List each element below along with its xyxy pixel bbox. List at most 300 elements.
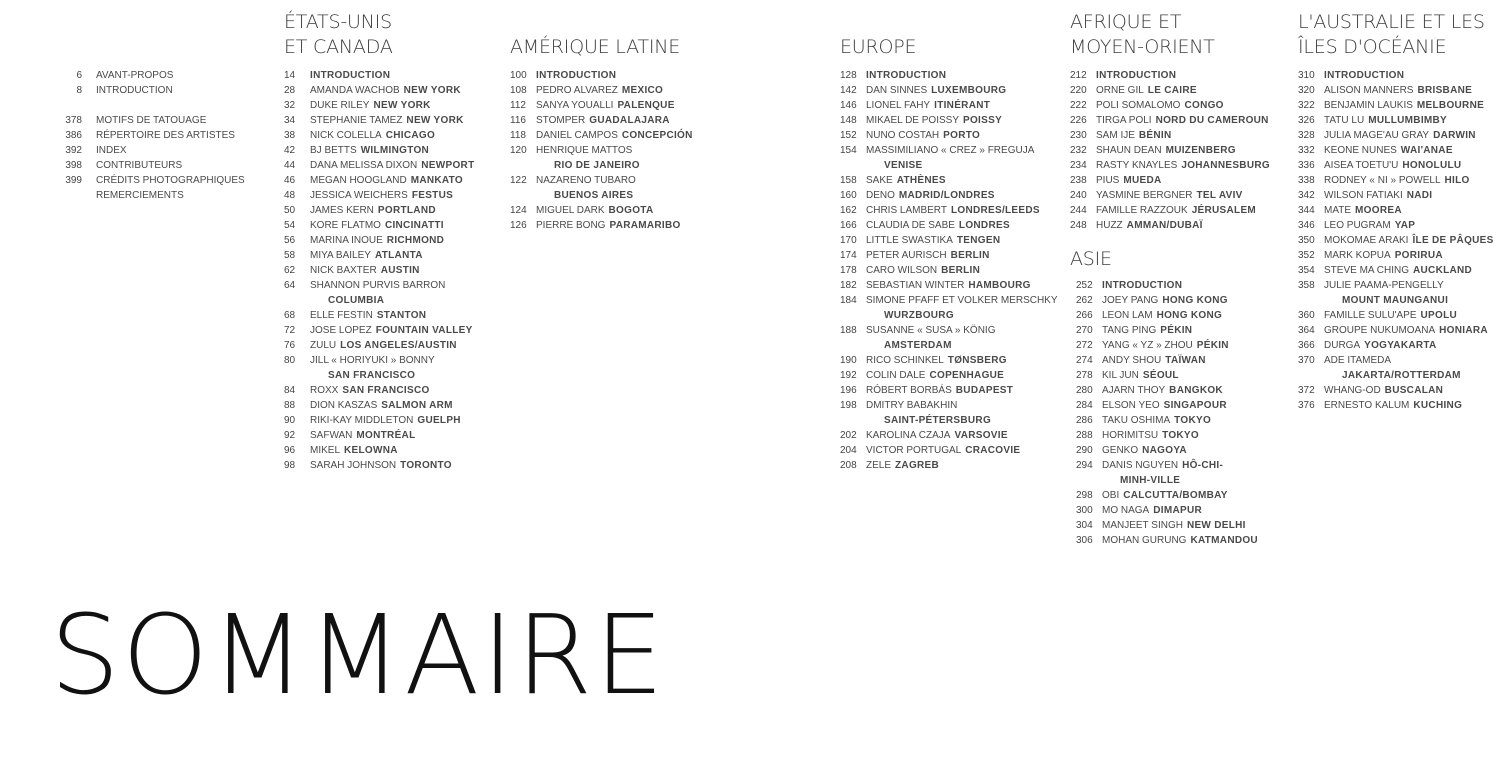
location: KELOWNA (344, 445, 398, 456)
entry-text (1324, 143, 1498, 158)
entry-text (866, 173, 1060, 188)
artist-name: WHANG-OD (1324, 385, 1381, 396)
location: FOUNTAIN VALLEY (375, 325, 473, 336)
artist-name: INTRODUCTION (310, 70, 391, 81)
location: SALMON ARM (381, 400, 453, 411)
page-number: 58 (284, 250, 296, 261)
toc-entry (840, 353, 1060, 368)
toc-entry (284, 323, 499, 338)
location: COPENHAGUE (929, 370, 1005, 381)
entry-text (1324, 173, 1498, 188)
artist-name: CRÉDITS PHOTOGRAPHIQUES (96, 175, 245, 186)
toc-entry (840, 203, 1060, 218)
artist-name: RÓBERT BORBÁS (866, 385, 952, 396)
entry-text (310, 323, 499, 338)
toc-entry (284, 413, 499, 428)
entry-text (1324, 353, 1498, 368)
artist-name: POLI SOMALOMO (1096, 100, 1181, 111)
page-number: 158 (840, 175, 857, 186)
artist-name: LIONEL FAHY (866, 100, 931, 111)
artist-name: JILL « HORIYUKI » BONNY (310, 355, 435, 366)
artist-name: HORIMITSU (1102, 430, 1159, 441)
artist-name: ZELE (866, 460, 892, 471)
entry-text (866, 203, 1060, 218)
location: BOGOTA (608, 205, 654, 216)
artist-name: ADE ITAMEDA (1324, 355, 1392, 366)
page-number: 272 (1076, 340, 1093, 351)
page-number: 54 (284, 220, 296, 231)
toc-entry (840, 308, 1060, 323)
artist-name: JAMES KERN (310, 205, 374, 216)
section-heading-asie (1070, 242, 1285, 272)
entry-text (1102, 533, 1285, 548)
artist-name: PIUS (1096, 175, 1120, 186)
entry-text (866, 323, 1060, 338)
artist-name: CHRIS LAMBERT (866, 205, 947, 216)
artist-name: STEVE MA CHING (1324, 265, 1410, 276)
page-number: 148 (840, 115, 857, 126)
entry-text (1324, 263, 1498, 278)
artist-name: ZULU (310, 340, 337, 351)
artist-name: KEONE NUNES (1324, 145, 1397, 156)
page-number: 178 (840, 265, 857, 276)
location: AMMAN/DUBAÏ (1126, 220, 1203, 231)
artist-name: JULIE PAAMA-PENGELLY (1324, 280, 1444, 291)
artist-name: VICTOR PORTUGAL (866, 445, 962, 456)
entry-text (1102, 413, 1285, 428)
artist-name: WILSON FATIAKI (1324, 190, 1403, 201)
artist-name: RÉPERTOIRE DES ARTISTES (96, 130, 235, 141)
entry-text (1324, 188, 1498, 203)
toc-entry (1070, 188, 1285, 203)
toc-entry (840, 293, 1060, 308)
front-matter-column (52, 68, 245, 203)
artist-name: SANYA YOUALLI (536, 100, 614, 111)
section-australie-oceanie (1298, 0, 1498, 413)
location: HÔ-CHI- (1182, 460, 1224, 471)
entry-text (310, 203, 499, 218)
toc-entry (840, 368, 1060, 383)
page-number: 326 (1298, 115, 1315, 126)
location: SAN FRANCISCO (342, 385, 430, 396)
location: HONIARA (1439, 325, 1488, 336)
page-number: 34 (284, 115, 296, 126)
entry-text (310, 458, 499, 473)
artist-name: NICK COLELLA (310, 130, 382, 141)
toc-entry (840, 233, 1060, 248)
entry-text (536, 128, 725, 143)
entry-text (96, 173, 245, 188)
entry-text (310, 248, 499, 263)
entry-text (1096, 128, 1285, 143)
front-matter-list (52, 68, 245, 203)
entry-text (536, 98, 725, 113)
toc-entry (284, 188, 499, 203)
toc-entry (510, 203, 725, 218)
toc-entry (1070, 113, 1285, 128)
entry-text (1096, 158, 1285, 173)
toc-entry (1298, 353, 1498, 368)
page-number: 232 (1070, 145, 1087, 156)
page-number: 92 (284, 430, 296, 441)
location: BERLIN (950, 250, 990, 261)
toc-entry (1298, 398, 1498, 413)
page-number: 208 (840, 460, 857, 471)
entry-text (1324, 68, 1498, 83)
entry-text (310, 143, 499, 158)
location: KUCHING (1413, 400, 1463, 411)
entry-text (866, 338, 1060, 353)
toc-entry (1298, 233, 1498, 248)
page-number: 234 (1070, 160, 1087, 171)
location: BRISBANE (1417, 85, 1473, 96)
artist-name: BENJAMIN LAUKIS (1324, 100, 1413, 111)
entry-text (866, 158, 1060, 173)
heading-line: ÎLES D'OCÉANIE (1298, 36, 1447, 58)
toc-entry (840, 443, 1060, 458)
location: CINCINATTI (384, 220, 444, 231)
entry-text (310, 278, 499, 293)
page-number: 230 (1070, 130, 1087, 141)
location: JAKARTA/ROTTERDAM (1342, 370, 1461, 381)
toc-entry (1076, 428, 1285, 443)
artist-name: SAFWAN (310, 430, 353, 441)
page-number: 62 (284, 265, 296, 276)
toc-entry (510, 158, 725, 173)
page-number: 142 (840, 85, 857, 96)
artist-name: DURGA (1324, 340, 1361, 351)
artist-name: INDEX (96, 145, 127, 156)
location: MONTRÉAL (356, 430, 416, 441)
location: BUENOS AIRES (554, 190, 634, 201)
entry-text (866, 383, 1060, 398)
location: BUDAPEST (955, 385, 1014, 396)
location: ATLANTA (374, 250, 423, 261)
artist-name: CARO WILSON (866, 265, 938, 276)
page-title: SOMMAIRE (50, 591, 666, 719)
artist-name: MATE (1324, 205, 1352, 216)
toc-entry (284, 203, 499, 218)
page-number: 196 (840, 385, 857, 396)
section-heading (840, 0, 1060, 60)
location: BANGKOK (1169, 385, 1223, 396)
toc-entry (840, 338, 1060, 353)
toc-entry (1298, 158, 1498, 173)
location: JOHANNESBURG (1181, 160, 1270, 171)
page-number: 170 (840, 235, 857, 246)
toc-entry (284, 353, 499, 368)
page-number: 294 (1076, 460, 1093, 471)
artist-name: COLIN DALE (866, 370, 926, 381)
page-number: 328 (1298, 130, 1315, 141)
toc-entry (52, 83, 245, 98)
page-number: 108 (510, 85, 527, 96)
toc-entry (1076, 473, 1285, 488)
entry-text (1324, 218, 1498, 233)
toc-entry (1076, 323, 1285, 338)
page-number: 270 (1076, 325, 1093, 336)
entry-text (1096, 173, 1285, 188)
artist-name: SIMONE PFAFF ET VOLKER MERSCHKY (866, 295, 1058, 306)
page-number: 126 (510, 220, 527, 231)
entry-text (310, 413, 499, 428)
artist-name: PEDRO ALVAREZ (536, 85, 618, 96)
entry-text (310, 233, 499, 248)
toc-entry (1298, 323, 1498, 338)
toc-entry (840, 263, 1060, 278)
page-number: 46 (284, 175, 296, 186)
entry-text (1096, 188, 1285, 203)
heading-line: ÉTATS-UNIS (284, 11, 392, 33)
artist-name: LEON LAM (1102, 310, 1153, 321)
page-number: 266 (1076, 310, 1093, 321)
artist-name: TAKU OSHIMA (1102, 415, 1171, 426)
page-number: 288 (1076, 430, 1093, 441)
entry-text (1324, 83, 1498, 98)
entry-text (96, 158, 245, 173)
entry-text (310, 353, 499, 368)
page-number: 90 (284, 415, 296, 426)
artist-name: STEPHANIE TAMEZ (310, 115, 403, 126)
toc-entry (1070, 158, 1285, 173)
artist-name: AMANDA WACHOB (310, 85, 400, 96)
entry-text (866, 248, 1060, 263)
location: TAÏWAN (1165, 355, 1206, 366)
page-number: 48 (284, 190, 296, 201)
page-number: 338 (1298, 175, 1315, 186)
artist-name: SHAUN DEAN (1096, 145, 1162, 156)
location: HILO (1444, 175, 1470, 186)
location: CONGO (1184, 100, 1224, 111)
page-number: 358 (1298, 280, 1315, 291)
entry-text (310, 113, 499, 128)
page-number: 50 (284, 205, 296, 216)
location: SAN FRANCISCO (328, 370, 416, 381)
location: MULLUMBIMBY (1368, 115, 1448, 126)
location: CRACOVIE (965, 445, 1021, 456)
toc-entry (52, 158, 245, 173)
location: CONCEPCIÓN (621, 130, 693, 141)
toc-entry (1070, 128, 1285, 143)
artist-name: YASMINE BERGNER (1096, 190, 1193, 201)
toc-entry (1076, 443, 1285, 458)
location: TENGEN (956, 235, 1001, 246)
location: TØNSBERG (947, 355, 1007, 366)
toc-entry (1076, 398, 1285, 413)
location: PALENQUE (617, 100, 675, 111)
page-number: 160 (840, 190, 857, 201)
page-number: 354 (1298, 265, 1315, 276)
toc-entry (284, 338, 499, 353)
entry-text (1324, 113, 1498, 128)
toc-entry (284, 128, 499, 143)
location: PORTLAND (377, 205, 436, 216)
entry-text (1324, 128, 1498, 143)
toc-entry (840, 413, 1060, 428)
toc-entry (284, 368, 499, 383)
location: MOOREA (1355, 205, 1402, 216)
page-number: 399 (65, 175, 82, 186)
entry-text (310, 83, 499, 98)
entry-text (310, 338, 499, 353)
page-number: 252 (1076, 280, 1093, 291)
entry-text (1102, 428, 1285, 443)
page-number: 300 (1076, 505, 1093, 516)
location: MADRID/LONDRES (898, 190, 995, 201)
location: PORIRUA (1394, 250, 1443, 261)
location: RIO DE JANEIRO (554, 160, 640, 171)
artist-name: DMITRY BABAKHIN (866, 400, 958, 411)
location: TOKYO (1174, 415, 1212, 426)
artist-name: ROXX (310, 385, 339, 396)
toc-entry (284, 248, 499, 263)
page-number: 6 (76, 70, 82, 81)
page-number: 96 (284, 445, 296, 456)
artist-name: DENO (866, 190, 895, 201)
page-number: 212 (1070, 70, 1087, 81)
toc-entry (52, 188, 245, 203)
artist-name: ELLE FESTIN (310, 310, 373, 321)
toc-entry (1070, 83, 1285, 98)
page-number: 320 (1298, 85, 1315, 96)
location: SINGAPOUR (1163, 400, 1227, 411)
page-number: 120 (510, 145, 527, 156)
toc-entry (1298, 338, 1498, 353)
location: UPOLU (1420, 310, 1457, 321)
entry-text (310, 128, 499, 143)
entry-text (310, 263, 499, 278)
artist-name: MEGAN HOOGLAND (310, 175, 407, 186)
location: MOUNT MAUNGANUI (1342, 295, 1449, 306)
entry-text (536, 203, 725, 218)
toc-entry (840, 68, 1060, 83)
toc-entry (284, 158, 499, 173)
artist-name: AISEA TOETU'U (1324, 160, 1399, 171)
heading-line: MOYEN-ORIENT (1070, 36, 1215, 58)
location: MINH-VILLE (1120, 475, 1181, 486)
entry-text (310, 158, 499, 173)
page-number: 174 (840, 250, 857, 261)
page-number: 322 (1298, 100, 1315, 111)
location: PÉKIN (1196, 340, 1229, 351)
toc-entry (510, 68, 725, 83)
artist-name: RASTY KNAYLES (1096, 160, 1178, 171)
location: YOGYAKARTA (1364, 340, 1437, 351)
location: GUADALAJARA (589, 115, 670, 126)
location: MUIZENBERG (1165, 145, 1236, 156)
page-number: 112 (510, 100, 526, 111)
artist-name: SAKE (866, 175, 893, 186)
page-number: 188 (840, 325, 857, 336)
artist-name: REMERCIEMENTS (96, 190, 184, 201)
entry-text (536, 188, 725, 203)
toc-entry (510, 83, 725, 98)
page-number: 84 (284, 385, 296, 396)
page-number: 182 (840, 280, 857, 291)
spacer (52, 98, 245, 113)
toc-entry (1070, 143, 1285, 158)
toc-entry (1076, 278, 1285, 293)
artist-name: TANG PING (1102, 325, 1157, 336)
artist-name: INTRODUCTION (1324, 70, 1405, 81)
entry-text (866, 428, 1060, 443)
location: RICHMOND (386, 235, 445, 246)
artist-name: SEBASTIAN WINTER (866, 280, 965, 291)
page-number: 100 (510, 70, 527, 81)
page-number: 378 (65, 115, 82, 126)
toc-entry (284, 308, 499, 323)
location: KATMANDOU (1190, 535, 1258, 546)
location: YAP (1394, 220, 1416, 231)
toc-entry (1076, 338, 1285, 353)
artist-name: HENRIQUE MATTOS (536, 145, 633, 156)
toc-entry (1070, 98, 1285, 113)
toc-entry (1298, 263, 1498, 278)
toc-entry (840, 218, 1060, 233)
toc-entry (284, 218, 499, 233)
toc-entry (840, 188, 1060, 203)
toc-entry (284, 383, 499, 398)
location: BERLIN (941, 265, 981, 276)
page-number: 392 (65, 145, 82, 156)
page-number: 64 (284, 280, 296, 291)
entry-text (1096, 83, 1285, 98)
toc-entry (284, 68, 499, 83)
toc-entry (510, 113, 725, 128)
page-number: 56 (284, 235, 296, 246)
location: NEW YORK (406, 115, 464, 126)
page-number: 122 (510, 175, 527, 186)
toc-entry (52, 113, 245, 128)
location: NEW DELHI (1186, 520, 1246, 531)
entry-text (310, 398, 499, 413)
page-number: 372 (1298, 385, 1315, 396)
artist-name: ELSON YEO (1102, 400, 1160, 411)
artist-name: FAMILLE SULU'APE (1324, 310, 1417, 321)
toc-entry (284, 83, 499, 98)
toc-entry (1076, 488, 1285, 503)
location: NORD DU CAMEROUN (1155, 115, 1269, 126)
artist-name: MIGUEL DARK (536, 205, 605, 216)
page-number: 38 (284, 130, 296, 141)
entry-text (1096, 203, 1285, 218)
toc-entry (1298, 218, 1498, 233)
entry-text (536, 83, 725, 98)
entry-text (1102, 518, 1285, 533)
artist-name: NAZARENO TUBARO (536, 175, 636, 186)
entry-text (1102, 293, 1285, 308)
heading-line: AFRIQUE ET (1070, 11, 1182, 33)
artist-name: CONTRIBUTEURS (96, 160, 183, 171)
toc-entry (1076, 308, 1285, 323)
page-number: 262 (1076, 295, 1093, 306)
heading-line: AMÉRIQUE LATINE (510, 36, 681, 58)
toc-entry (1076, 368, 1285, 383)
toc-entry (1070, 203, 1285, 218)
toc-entry (284, 98, 499, 113)
entry-text (310, 293, 499, 308)
toc-entry (1298, 173, 1498, 188)
page-number: 280 (1076, 385, 1093, 396)
entry-text (1102, 383, 1285, 398)
location: LOS ANGELES/AUSTIN (340, 340, 457, 351)
artist-name: MARINA INOUE (310, 235, 383, 246)
location: ATHÈNES (896, 175, 946, 186)
location: LE CAIRE (1147, 85, 1197, 96)
artist-name: HUZZ (1096, 220, 1123, 231)
location: PÉKIN (1160, 325, 1193, 336)
artist-name: INTRODUCTION (96, 85, 173, 96)
